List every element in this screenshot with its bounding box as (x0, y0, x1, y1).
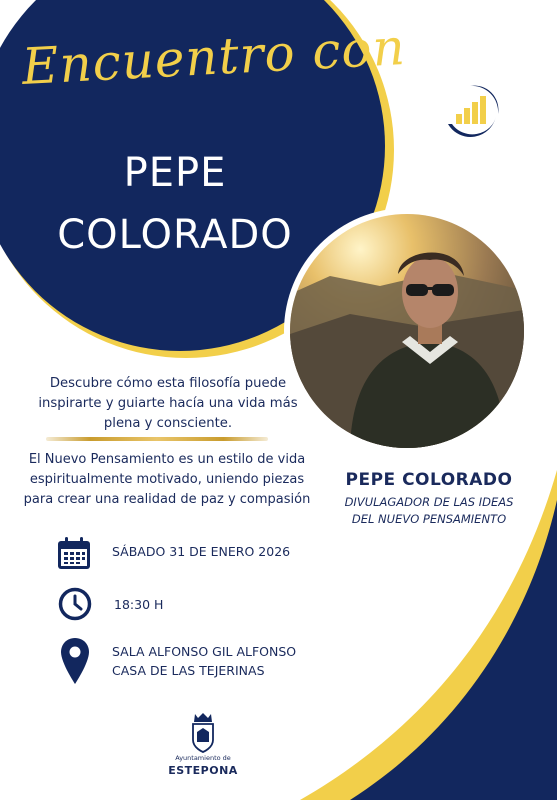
event-date: SÁBADO 31 DE ENERO 2026 (112, 544, 291, 559)
event-venue (112, 642, 296, 680)
title-name-first: PEPE (123, 150, 227, 196)
clock-icon (58, 587, 92, 621)
calendar-icon (56, 535, 92, 571)
event-time: 18:30 H (114, 597, 164, 612)
intro-text: Descubre cómo esta filosofía puede inspirarte y guiarte hacía una vida más plena y consciente. (38, 376, 298, 431)
script-title: Encuentro con (20, 17, 407, 96)
gold-divider (46, 437, 268, 441)
speaker-photo (290, 214, 524, 448)
speaker-photo-frame (284, 208, 530, 454)
speaker-name: PEPE COLORADO (345, 470, 513, 490)
organizer-label-big: ESTEPONA (168, 764, 238, 777)
description-text: El Nuevo Pensamiento es un estilo de vida espiritualmente motivado, uniendo piezas para crear una realidad de paz y compasión (23, 452, 311, 507)
speaker-role-line-2: DEL NUEVO PENSAMIENTO (351, 512, 507, 526)
venue-line-2: CASA DE LAS TEJERINAS (112, 663, 265, 678)
location-pin-icon (60, 636, 90, 686)
title-name-last: COLORADO (57, 212, 293, 258)
city-crest-icon (190, 712, 216, 754)
venue-line-1: SALA ALFONSO GIL ALFONSO (112, 644, 297, 659)
speaker-role-line-1: DIVULAGADOR DE LAS IDEAS (344, 495, 514, 509)
growth-logo-icon (440, 80, 504, 144)
speaker-role (318, 494, 540, 528)
organizer-label-small: Ayuntamiento de (175, 754, 231, 762)
